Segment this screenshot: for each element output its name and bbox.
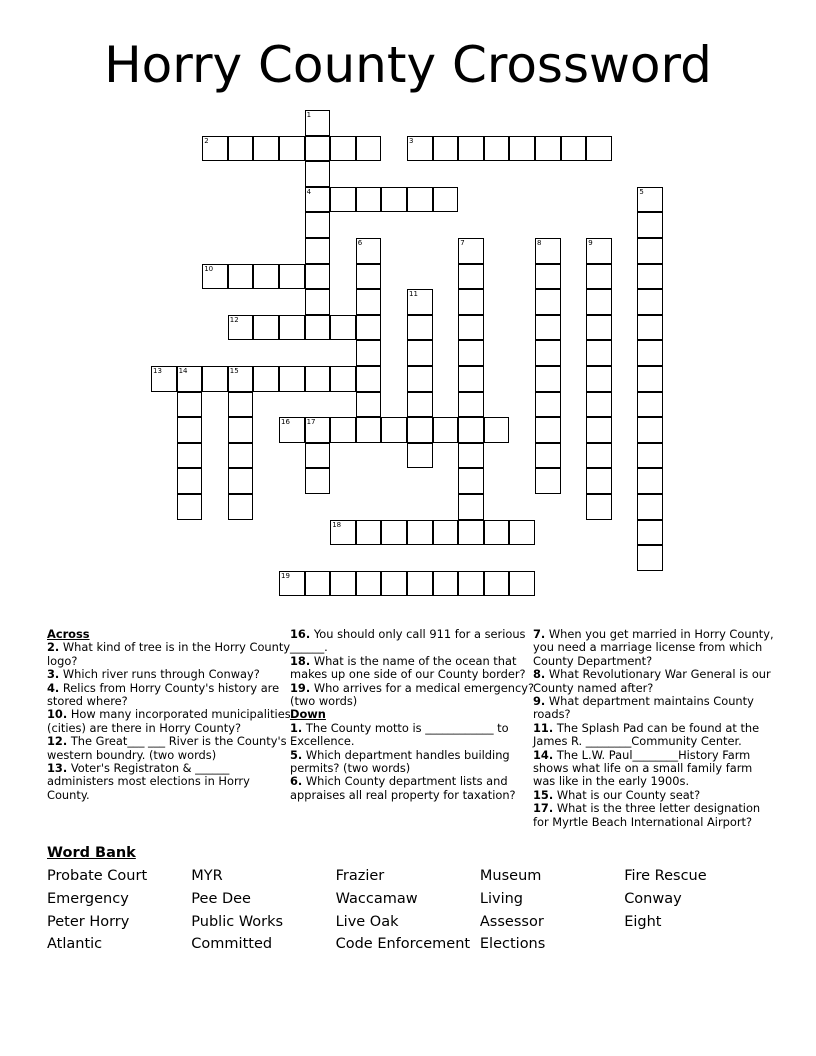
grid-cell[interactable] bbox=[177, 494, 203, 520]
word-bank-item: Assessor bbox=[479, 913, 544, 930]
clue-number: 3. bbox=[47, 667, 60, 682]
clue-number: 16. bbox=[290, 627, 311, 641]
clue-text: Voter's Registraton & ______ administers most elections in Horry County. bbox=[47, 761, 250, 802]
grid-cell[interactable] bbox=[330, 187, 356, 213]
grid-cell[interactable] bbox=[586, 289, 612, 315]
clue-text: Which County department lists and appraises all real property for taxation? bbox=[290, 774, 516, 802]
grid-cell[interactable] bbox=[305, 238, 331, 264]
clue-number: 6 bbox=[357, 239, 363, 247]
clue-number: 19. bbox=[290, 680, 311, 695]
grid-cell[interactable] bbox=[535, 289, 561, 315]
clues-column-2 bbox=[290, 628, 534, 802]
across-heading: Across bbox=[47, 627, 90, 641]
clue-number: 12. bbox=[47, 734, 68, 749]
grid-cell[interactable] bbox=[509, 520, 535, 546]
grid-cell[interactable] bbox=[253, 136, 279, 162]
clue bbox=[533, 789, 777, 802]
clue-number: 8. bbox=[533, 667, 546, 682]
grid-cell[interactable] bbox=[330, 417, 356, 443]
grid-cell[interactable] bbox=[535, 136, 561, 162]
grid-cell[interactable] bbox=[637, 238, 663, 264]
grid-cell[interactable] bbox=[433, 520, 459, 546]
clue-text: What kind of tree is in the Horry County logo? bbox=[47, 640, 291, 668]
grid-cell[interactable] bbox=[228, 315, 254, 341]
clue bbox=[290, 655, 534, 682]
clue bbox=[47, 682, 291, 709]
clue bbox=[290, 682, 534, 709]
clue bbox=[47, 762, 291, 802]
grid-cell[interactable] bbox=[356, 417, 382, 443]
clue bbox=[47, 735, 291, 762]
grid-cell[interactable] bbox=[637, 443, 663, 469]
grid-cell[interactable] bbox=[356, 289, 382, 315]
grid-cell[interactable] bbox=[356, 264, 382, 290]
clue-number: 4 bbox=[306, 187, 312, 196]
grid-cell[interactable] bbox=[637, 315, 663, 341]
grid-cell[interactable] bbox=[228, 494, 254, 520]
grid-cell[interactable] bbox=[330, 315, 356, 341]
page-title: Horry County Crossword bbox=[104, 36, 712, 94]
grid-cell[interactable] bbox=[535, 238, 561, 264]
clue-number: 1. bbox=[290, 720, 303, 735]
clue-text: The Splash Pad can be found at the James R. ________Community Center. bbox=[533, 720, 760, 749]
clue bbox=[533, 695, 777, 722]
grid-cell[interactable] bbox=[279, 315, 305, 341]
clue-number: 2 bbox=[204, 136, 209, 145]
clue-text: How many incorporated municipalities (cities) are there in Horry County? bbox=[47, 707, 291, 735]
word-bank-item: Live Oak bbox=[335, 913, 399, 930]
grid-cell[interactable] bbox=[356, 315, 382, 341]
clue bbox=[290, 775, 534, 802]
grid-cell[interactable] bbox=[535, 443, 561, 469]
clue-number: 5. bbox=[290, 747, 303, 762]
grid-cell[interactable] bbox=[586, 340, 612, 366]
word-bank-item: Emergency bbox=[47, 890, 129, 907]
grid-cell[interactable] bbox=[381, 571, 407, 597]
grid-cell[interactable] bbox=[177, 392, 203, 418]
grid-cell[interactable] bbox=[253, 264, 279, 290]
word-bank-item: Peter Horry bbox=[47, 913, 130, 930]
grid-cell[interactable] bbox=[535, 340, 561, 366]
grid-cell[interactable] bbox=[330, 366, 356, 392]
word-bank-item: Waccamaw bbox=[335, 890, 418, 907]
clue-number: 10 bbox=[204, 264, 214, 273]
grid-cell[interactable] bbox=[305, 110, 331, 136]
grid-cell[interactable] bbox=[330, 136, 356, 162]
clue-number: 14 bbox=[178, 367, 188, 375]
clue bbox=[47, 641, 291, 668]
clue-text: Which river runs through Conway? bbox=[62, 667, 260, 682]
grid-cell[interactable] bbox=[305, 161, 331, 187]
grid-cell[interactable] bbox=[509, 136, 535, 162]
grid-cell[interactable] bbox=[279, 571, 305, 597]
word-bank-item: Pee Dee bbox=[191, 890, 251, 907]
grid-cell[interactable] bbox=[484, 520, 510, 546]
clue-text: The L.W. Paul________History Farm shows what life on a small family farm was like in the early 1900s. bbox=[533, 747, 753, 789]
clue-text: What is the name of the ocean that makes up one side of our County border? bbox=[290, 653, 526, 682]
grid-cell[interactable] bbox=[433, 136, 459, 162]
clue bbox=[533, 628, 777, 668]
grid-cell[interactable] bbox=[305, 212, 331, 238]
word-bank-item: Elections bbox=[479, 936, 546, 953]
clue-text: You should only call 911 for a serious ______. bbox=[290, 627, 526, 655]
clue-number: 16 bbox=[281, 418, 290, 427]
grid-cell[interactable] bbox=[586, 366, 612, 392]
grid-cell[interactable] bbox=[458, 520, 484, 546]
grid-cell[interactable] bbox=[637, 187, 663, 213]
grid-cell[interactable] bbox=[586, 392, 612, 418]
grid-cell[interactable] bbox=[407, 417, 433, 443]
word-bank-item: Frazier bbox=[335, 868, 385, 884]
grid-cell[interactable] bbox=[586, 136, 612, 162]
grid-cell[interactable] bbox=[458, 366, 484, 392]
clue-number: 18 bbox=[332, 520, 342, 529]
clue bbox=[290, 722, 534, 749]
grid-cell[interactable] bbox=[305, 187, 331, 213]
grid-cell[interactable] bbox=[202, 264, 228, 290]
clue bbox=[533, 749, 777, 789]
grid-cell[interactable] bbox=[279, 366, 305, 392]
grid-cell[interactable] bbox=[637, 392, 663, 418]
grid-cell[interactable] bbox=[433, 417, 459, 443]
clue bbox=[533, 668, 777, 695]
clue-number: 3 bbox=[409, 136, 414, 145]
grid-cell[interactable] bbox=[637, 520, 663, 546]
word-bank-item: MYR bbox=[191, 868, 223, 884]
grid-cell[interactable] bbox=[228, 468, 254, 494]
grid-cell[interactable] bbox=[535, 392, 561, 418]
grid-cell[interactable] bbox=[484, 571, 510, 597]
grid-cell[interactable] bbox=[228, 392, 254, 418]
clues-column-1 bbox=[47, 628, 291, 802]
clue-number: 11 bbox=[409, 290, 418, 299]
grid-cell[interactable] bbox=[458, 315, 484, 341]
clue-text: Which department handles building permits? (two words) bbox=[290, 747, 510, 776]
clue-number: 8 bbox=[537, 239, 542, 247]
grid-cell[interactable] bbox=[535, 264, 561, 290]
clue bbox=[290, 749, 534, 776]
clues-column-3 bbox=[533, 628, 777, 829]
grid-cell[interactable] bbox=[535, 366, 561, 392]
clue-number: 2. bbox=[47, 640, 60, 655]
grid-cell[interactable] bbox=[177, 417, 203, 443]
grid-cell[interactable] bbox=[279, 417, 305, 443]
grid-cell[interactable] bbox=[202, 366, 228, 392]
grid-cell[interactable] bbox=[177, 443, 203, 469]
grid-cell[interactable] bbox=[535, 315, 561, 341]
grid-cell[interactable] bbox=[279, 136, 305, 162]
clue-number: 5 bbox=[639, 187, 644, 196]
grid-cell[interactable] bbox=[458, 136, 484, 162]
grid-cell[interactable] bbox=[253, 315, 279, 341]
grid-cell[interactable] bbox=[637, 289, 663, 315]
clue-number: 18. bbox=[290, 653, 311, 668]
grid-cell[interactable] bbox=[228, 264, 254, 290]
grid-cell[interactable] bbox=[305, 264, 331, 290]
clue-number: 10. bbox=[47, 707, 68, 722]
grid-cell[interactable] bbox=[279, 264, 305, 290]
grid-cell[interactable] bbox=[433, 187, 459, 213]
grid-cell[interactable] bbox=[305, 443, 331, 469]
grid-cell[interactable] bbox=[458, 238, 484, 264]
grid-cell[interactable] bbox=[177, 366, 203, 392]
grid-cell[interactable] bbox=[356, 392, 382, 418]
grid-cell[interactable] bbox=[458, 571, 484, 597]
grid-cell[interactable] bbox=[407, 392, 433, 418]
clue-number: 7 bbox=[460, 239, 465, 247]
grid-cell[interactable] bbox=[433, 571, 459, 597]
grid-cell[interactable] bbox=[356, 238, 382, 264]
clue-number: 9 bbox=[588, 239, 593, 247]
grid-cell[interactable] bbox=[484, 136, 510, 162]
clue bbox=[533, 802, 777, 829]
clue-number: 19 bbox=[281, 571, 290, 580]
grid-cell[interactable] bbox=[356, 136, 382, 162]
clue-number: 13 bbox=[153, 367, 162, 375]
grid-cell[interactable] bbox=[458, 417, 484, 443]
grid-cell[interactable] bbox=[637, 366, 663, 392]
grid-cell[interactable] bbox=[407, 289, 433, 315]
grid-cell[interactable] bbox=[407, 520, 433, 546]
grid-cell[interactable] bbox=[637, 340, 663, 366]
clue-text: Relics from Horry County's history are stored where? bbox=[47, 680, 280, 709]
grid-cell[interactable] bbox=[561, 136, 587, 162]
grid-cell[interactable] bbox=[535, 468, 561, 494]
grid-cell[interactable] bbox=[407, 443, 433, 469]
word-bank-item: Code Enforcement bbox=[335, 936, 471, 953]
grid-cell[interactable] bbox=[330, 571, 356, 597]
clue-number: 14. bbox=[533, 747, 554, 762]
clue-text: What department maintains County roads? bbox=[533, 694, 754, 722]
grid-cell[interactable] bbox=[381, 520, 407, 546]
word-bank-item: Conway bbox=[624, 890, 682, 907]
clue bbox=[290, 628, 534, 655]
clue-number: 11. bbox=[533, 720, 554, 735]
clue-text: What Revolutionary War General is our County named after? bbox=[533, 667, 771, 695]
grid-cell[interactable] bbox=[305, 468, 331, 494]
grid-cell[interactable] bbox=[305, 571, 331, 597]
grid-cell[interactable] bbox=[637, 417, 663, 443]
clue-text: What is the three letter designation for Myrtle Beach International Airport? bbox=[533, 801, 761, 829]
grid-cell[interactable] bbox=[458, 264, 484, 290]
clue-number: 17. bbox=[533, 801, 554, 816]
grid-cell[interactable] bbox=[586, 238, 612, 264]
grid-cell[interactable] bbox=[305, 366, 331, 392]
word-bank-item: Living bbox=[479, 890, 524, 907]
grid-cell[interactable] bbox=[228, 136, 254, 162]
grid-cell[interactable] bbox=[637, 545, 663, 571]
grid-cell[interactable] bbox=[407, 187, 433, 213]
clue-number: 4. bbox=[47, 680, 60, 695]
grid-cell[interactable] bbox=[458, 443, 484, 469]
word-bank-title: Word Bank bbox=[47, 845, 136, 861]
clue-number: 7. bbox=[533, 627, 546, 641]
down-heading: Down bbox=[290, 707, 326, 722]
grid-cell[interactable] bbox=[586, 468, 612, 494]
word-bank-item: Committed bbox=[191, 936, 273, 953]
clue-number: 9. bbox=[533, 694, 546, 709]
grid-cell[interactable] bbox=[586, 315, 612, 341]
word-bank-item: Probate Court bbox=[47, 868, 148, 884]
grid-cell[interactable] bbox=[253, 366, 279, 392]
clue-text: The County motto is ____________ to Excellence. bbox=[290, 720, 509, 749]
clue-number: 15 bbox=[229, 367, 239, 375]
grid-cell[interactable] bbox=[356, 571, 382, 597]
clue-number: 15. bbox=[533, 787, 554, 802]
grid-cell[interactable] bbox=[305, 417, 331, 443]
clue bbox=[47, 668, 291, 681]
word-bank-item: Public Works bbox=[191, 913, 284, 930]
grid-cell[interactable] bbox=[407, 366, 433, 392]
grid-cell[interactable] bbox=[484, 417, 510, 443]
word-bank-item: Fire Rescue bbox=[624, 868, 707, 884]
grid-cell[interactable] bbox=[228, 366, 254, 392]
grid-cell[interactable] bbox=[330, 520, 356, 546]
clue-number: 12 bbox=[229, 315, 239, 324]
grid-cell[interactable] bbox=[637, 468, 663, 494]
grid-cell[interactable] bbox=[458, 340, 484, 366]
clue-number: 6. bbox=[290, 774, 303, 789]
grid-cell[interactable] bbox=[458, 392, 484, 418]
grid-cell[interactable] bbox=[637, 264, 663, 290]
grid-cell[interactable] bbox=[356, 340, 382, 366]
grid-cell[interactable] bbox=[381, 187, 407, 213]
grid-cell[interactable] bbox=[458, 468, 484, 494]
grid-cell[interactable] bbox=[407, 340, 433, 366]
grid-cell[interactable] bbox=[586, 443, 612, 469]
clue-number: 17 bbox=[306, 418, 316, 427]
grid-cell[interactable] bbox=[356, 520, 382, 546]
grid-cell[interactable] bbox=[509, 571, 535, 597]
clue-number: 13. bbox=[47, 761, 68, 776]
grid-cell[interactable] bbox=[586, 417, 612, 443]
clue bbox=[47, 708, 291, 735]
grid-cell[interactable] bbox=[228, 417, 254, 443]
word-bank-item: Museum bbox=[479, 868, 542, 884]
grid-cell[interactable] bbox=[458, 494, 484, 520]
grid-cell[interactable] bbox=[305, 289, 331, 315]
clue-text: What is our County seat? bbox=[556, 787, 701, 802]
clue-text: When you get married in Horry County, you need a marriage license from which County Department? bbox=[533, 627, 774, 668]
grid-cell[interactable] bbox=[458, 289, 484, 315]
grid-cell[interactable] bbox=[305, 136, 331, 162]
grid-cell[interactable] bbox=[305, 315, 331, 341]
grid-cell[interactable] bbox=[177, 468, 203, 494]
grid-cell[interactable] bbox=[151, 366, 177, 392]
word-bank-item: Eight bbox=[624, 913, 662, 930]
clue-text: The Great___ ___ River is the County's western boundry. (two words) bbox=[47, 734, 287, 762]
grid-cell[interactable] bbox=[228, 443, 254, 469]
grid-cell[interactable] bbox=[637, 212, 663, 238]
grid-cell[interactable] bbox=[202, 136, 228, 162]
grid-cell[interactable] bbox=[381, 417, 407, 443]
grid-cell[interactable] bbox=[586, 494, 612, 520]
grid-cell[interactable] bbox=[407, 571, 433, 597]
grid-cell[interactable] bbox=[535, 417, 561, 443]
clue bbox=[533, 722, 777, 749]
clue-text: Who arrives for a medical emergency? (two words) bbox=[290, 680, 535, 709]
grid-cell[interactable] bbox=[407, 136, 433, 162]
grid-cell[interactable] bbox=[356, 366, 382, 392]
grid-cell[interactable] bbox=[637, 494, 663, 520]
grid-cell[interactable] bbox=[356, 187, 382, 213]
grid-cell[interactable] bbox=[586, 264, 612, 290]
grid-cell[interactable] bbox=[407, 315, 433, 341]
word-bank-item: Atlantic bbox=[47, 936, 103, 953]
clue-number: 1 bbox=[306, 111, 312, 119]
